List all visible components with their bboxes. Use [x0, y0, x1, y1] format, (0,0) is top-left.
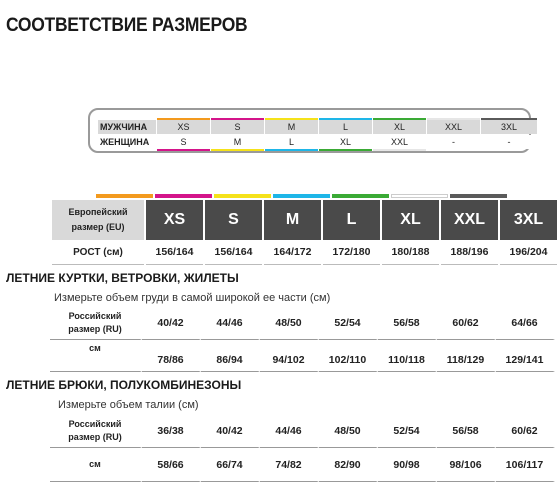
eu-size-cell: S [205, 200, 262, 240]
height-cell: 188/196 [441, 240, 498, 265]
cm-cell: 58/66 [142, 448, 201, 482]
women-size: S [157, 135, 210, 149]
cm-label: см [50, 340, 142, 372]
cm-label: см [50, 448, 142, 482]
color-bar-3xl [450, 194, 507, 198]
ru-size-cell: 60/62 [496, 414, 555, 448]
trousers-ru-row [50, 414, 555, 448]
cm-cell: 110/118 [378, 340, 437, 372]
cm-cell: 102/110 [319, 340, 378, 372]
men-size: M [265, 120, 318, 134]
cm-cell: 78/86 [142, 340, 201, 372]
eu-size-cell: XL [382, 200, 439, 240]
ru-size-label: Российский размер (RU) [50, 306, 142, 340]
cm-cell: 94/102 [260, 340, 319, 372]
men-size: S [211, 120, 264, 134]
size-header-table [50, 200, 559, 265]
jackets-ru-row [50, 306, 555, 340]
ru-size-label: Российский размер (RU) [50, 414, 142, 448]
color-bar-s [155, 194, 212, 198]
women-row [98, 135, 537, 149]
ru-size-cell: 60/62 [437, 306, 496, 340]
cm-cell: 86/94 [201, 340, 260, 372]
cm-cell: 98/106 [437, 448, 496, 482]
color-bar-xl [332, 194, 389, 198]
height-row [52, 240, 557, 265]
men-women-correspondence-table [88, 108, 531, 153]
height-cell: 156/164 [205, 240, 262, 265]
ru-size-cell: 52/54 [319, 306, 378, 340]
eu-size-cell: XS [146, 200, 203, 240]
women-label: ЖЕНЩИНА [100, 137, 150, 147]
eu-size-cell: L [323, 200, 380, 240]
ru-size-cell: 36/38 [142, 414, 201, 448]
jackets-section-title: ЛЕТНИЕ КУРТКИ, ВЕТРОВКИ, ЖИЛЕТЫ [6, 271, 239, 285]
eu-size-label: Европейский размер (EU) [52, 200, 144, 240]
ru-size-cell: 44/46 [260, 414, 319, 448]
color-bar-xs [96, 194, 153, 198]
color-bar-m [214, 194, 271, 198]
women-size: L [265, 135, 318, 149]
women-size: XXL [373, 135, 426, 149]
cm-cell: 82/90 [319, 448, 378, 482]
height-cell: 156/164 [146, 240, 203, 265]
ru-size-cell: 44/46 [201, 306, 260, 340]
size-color-bars [96, 194, 509, 198]
height-cell: 196/204 [500, 240, 557, 265]
ru-size-cell: 48/50 [260, 306, 319, 340]
eu-size-row [52, 200, 557, 240]
eu-size-cell: XXL [441, 200, 498, 240]
trousers-cm-row [50, 448, 555, 482]
cm-cell: 106/117 [496, 448, 555, 482]
ru-size-cell: 64/66 [496, 306, 555, 340]
ru-size-cell: 40/42 [142, 306, 201, 340]
height-label: РОСТ (см) [52, 240, 144, 265]
men-size: L [319, 120, 372, 134]
women-size: - [481, 135, 537, 149]
men-size: XXL [427, 120, 480, 134]
ru-size-cell: 56/58 [378, 306, 437, 340]
men-row [98, 120, 537, 134]
ru-size-cell: 48/50 [319, 414, 378, 448]
height-cell: 172/180 [323, 240, 380, 265]
cm-cell: 66/74 [201, 448, 260, 482]
women-size: M [211, 135, 264, 149]
color-bar-xxl [391, 194, 448, 198]
men-size: 3XL [481, 120, 537, 134]
height-cell: 180/188 [382, 240, 439, 265]
women-size: - [427, 135, 480, 149]
color-bar-l [273, 194, 330, 198]
cm-cell: 129/141 [496, 340, 555, 372]
cm-cell: 74/82 [260, 448, 319, 482]
jackets-cm-row [50, 340, 555, 372]
cm-cell: 118/129 [437, 340, 496, 372]
cm-cell: 90/98 [378, 448, 437, 482]
ru-size-cell: 40/42 [201, 414, 260, 448]
ru-size-cell: 52/54 [378, 414, 437, 448]
ru-size-cell: 56/58 [437, 414, 496, 448]
women-size: XL [319, 135, 372, 149]
height-cell: 164/172 [264, 240, 321, 265]
trousers-measure-note: Измерьте объем талии (см) [58, 399, 199, 411]
eu-size-cell: 3XL [500, 200, 557, 240]
men-label: МУЖЧИНА [98, 120, 156, 134]
men-size: XS [157, 120, 210, 134]
jackets-measure-note: Измерьте объем груди в самой широкой ее части (см) [54, 292, 331, 304]
men-size: XL [373, 120, 426, 134]
page-title: СООТВЕТСТВИЕ РАЗМЕРОВ [6, 15, 248, 36]
trousers-section-title: ЛЕТНИЕ БРЮКИ, ПОЛУКОМБИНЕЗОНЫ [6, 378, 242, 392]
eu-size-cell: M [264, 200, 321, 240]
